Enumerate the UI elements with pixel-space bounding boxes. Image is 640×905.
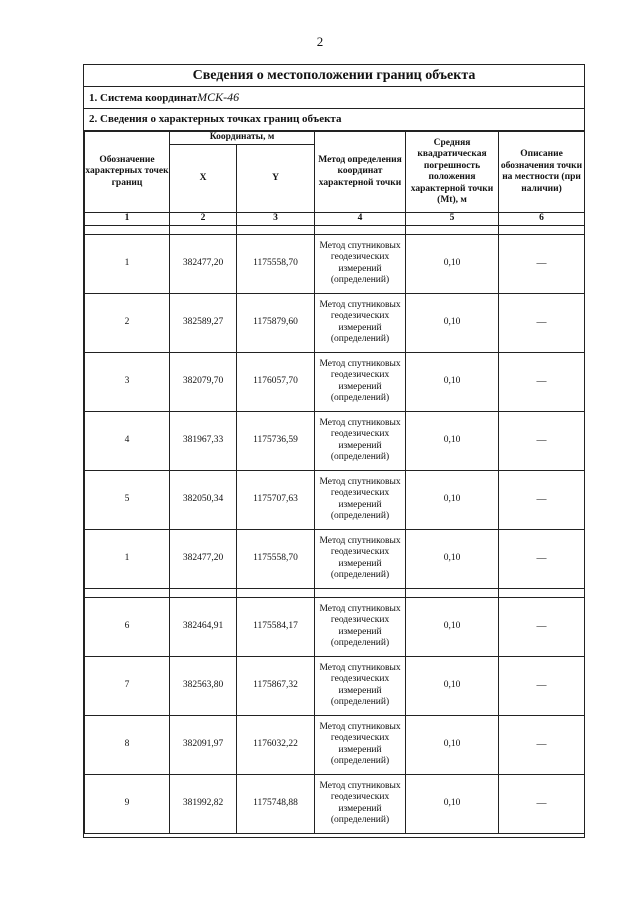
- coord-system-label: 1. Система координат: [89, 92, 198, 104]
- cell-point: 4: [85, 411, 170, 470]
- cell-x: 381992,82: [170, 774, 237, 833]
- col-number: 1: [85, 213, 170, 226]
- cell-y: 1175867,32: [237, 656, 315, 715]
- cell-error: 0,10: [406, 656, 499, 715]
- table-row: [85, 234, 585, 293]
- col-number: 4: [315, 213, 406, 226]
- cell-desc: —: [499, 597, 585, 656]
- cell-point: 9: [85, 774, 170, 833]
- points-table: [84, 131, 585, 834]
- cell-x: 382563,80: [170, 656, 237, 715]
- separator-cell: [499, 588, 585, 597]
- separator-cell: [237, 588, 315, 597]
- header-method: Метод определения координат характерной точки: [315, 132, 406, 213]
- cell-method: Метод спутниковых геодезических измерений (определений): [315, 352, 406, 411]
- cell-error: 0,10: [406, 352, 499, 411]
- separator-cell: [499, 225, 585, 234]
- cell-x: 382464,91: [170, 597, 237, 656]
- document-title-text: Сведения о местоположении границ объекта: [192, 68, 476, 83]
- separator-cell: [406, 588, 499, 597]
- cell-point: 1: [85, 234, 170, 293]
- separator-cell: [406, 225, 499, 234]
- cell-y: 1175707,63: [237, 470, 315, 529]
- cell-desc: —: [499, 715, 585, 774]
- cell-x: 382477,20: [170, 529, 237, 588]
- cell-method: Метод спутниковых геодезических измерений (определений): [315, 470, 406, 529]
- table-row: [85, 352, 585, 411]
- cell-y: 1175584,17: [237, 597, 315, 656]
- separator-cell: [315, 225, 406, 234]
- header-error: [406, 132, 499, 213]
- table-row: [85, 411, 585, 470]
- cell-y: 1176057,70: [237, 352, 315, 411]
- cell-desc: —: [499, 352, 585, 411]
- table-row: [85, 293, 585, 352]
- cell-error: 0,10: [406, 234, 499, 293]
- col-number: 3: [237, 213, 315, 226]
- table-row: [85, 529, 585, 588]
- cell-x: 382079,70: [170, 352, 237, 411]
- cell-x: 382091,97: [170, 715, 237, 774]
- separator-cell: [85, 588, 170, 597]
- cell-y: 1176032,22: [237, 715, 315, 774]
- col-number: 2: [170, 213, 237, 226]
- cell-desc: —: [499, 411, 585, 470]
- cell-point: 5: [85, 470, 170, 529]
- group-separator: [85, 225, 585, 234]
- cell-error: 0,10: [406, 411, 499, 470]
- header-error-text: Средняя квадратическая погрешность положения характерной точки (Mt), м: [410, 137, 494, 205]
- cell-point: 8: [85, 715, 170, 774]
- col-number: 6: [499, 213, 585, 226]
- cell-method: Метод спутниковых геодезических измерений (определений): [315, 715, 406, 774]
- group-separator: [85, 588, 585, 597]
- header-y: Y: [237, 144, 315, 212]
- separator-cell: [170, 225, 237, 234]
- document-frame: [83, 64, 585, 838]
- cell-y: 1175748,88: [237, 774, 315, 833]
- cell-error: 0,10: [406, 470, 499, 529]
- cell-point: 6: [85, 597, 170, 656]
- cell-error: 0,10: [406, 529, 499, 588]
- cell-method: Метод спутниковых геодезических измерений (определений): [315, 774, 406, 833]
- cell-x: 382589,27: [170, 293, 237, 352]
- separator-cell: [170, 588, 237, 597]
- table-row: [85, 597, 585, 656]
- cell-desc: —: [499, 774, 585, 833]
- cell-desc: —: [499, 470, 585, 529]
- cell-x: 382477,20: [170, 234, 237, 293]
- header-point: Обозначение характерных точек границ: [85, 132, 170, 213]
- cell-point: 2: [85, 293, 170, 352]
- separator-cell: [85, 225, 170, 234]
- cell-point: 1: [85, 529, 170, 588]
- separator-cell: [237, 225, 315, 234]
- header-description: Описание обозначения точки на местности (при наличии): [499, 132, 585, 213]
- section2-title: 2. Сведения о характерных точках границ объекта: [84, 109, 584, 131]
- page-number: 2: [316, 34, 324, 49]
- document-title: [84, 65, 584, 87]
- cell-method: Метод спутниковых геодезических измерений (определений): [315, 597, 406, 656]
- coord-system-value: МСК-46: [197, 90, 240, 104]
- cell-error: 0,10: [406, 597, 499, 656]
- cell-desc: —: [499, 293, 585, 352]
- cell-method: Метод спутниковых геодезических измерений (определений): [315, 293, 406, 352]
- cell-error: 0,10: [406, 293, 499, 352]
- separator-cell: [315, 588, 406, 597]
- cell-x: 382050,34: [170, 470, 237, 529]
- coord-system-row: [84, 87, 584, 109]
- cell-y: 1175879,60: [237, 293, 315, 352]
- cell-desc: —: [499, 656, 585, 715]
- cell-point: 3: [85, 352, 170, 411]
- header-coords: Координаты, м: [170, 132, 315, 145]
- cell-method: Метод спутниковых геодезических измерений (определений): [315, 656, 406, 715]
- cell-y: 1175736,59: [237, 411, 315, 470]
- table-row: [85, 656, 585, 715]
- cell-desc: —: [499, 529, 585, 588]
- cell-method: Метод спутниковых геодезических измерений (определений): [315, 529, 406, 588]
- table-row: [85, 774, 585, 833]
- table-row: [85, 715, 585, 774]
- cell-method: Метод спутниковых геодезических измерений (определений): [315, 234, 406, 293]
- col-number: 5: [406, 213, 499, 226]
- cell-x: 381967,33: [170, 411, 237, 470]
- cell-method: Метод спутниковых геодезических измерений (определений): [315, 411, 406, 470]
- cell-point: 7: [85, 656, 170, 715]
- cell-error: 0,10: [406, 774, 499, 833]
- cell-desc: —: [499, 234, 585, 293]
- cell-y: 1175558,70: [237, 529, 315, 588]
- header-x: X: [170, 144, 237, 212]
- cell-error: 0,10: [406, 715, 499, 774]
- table-row: [85, 470, 585, 529]
- cell-y: 1175558,70: [237, 234, 315, 293]
